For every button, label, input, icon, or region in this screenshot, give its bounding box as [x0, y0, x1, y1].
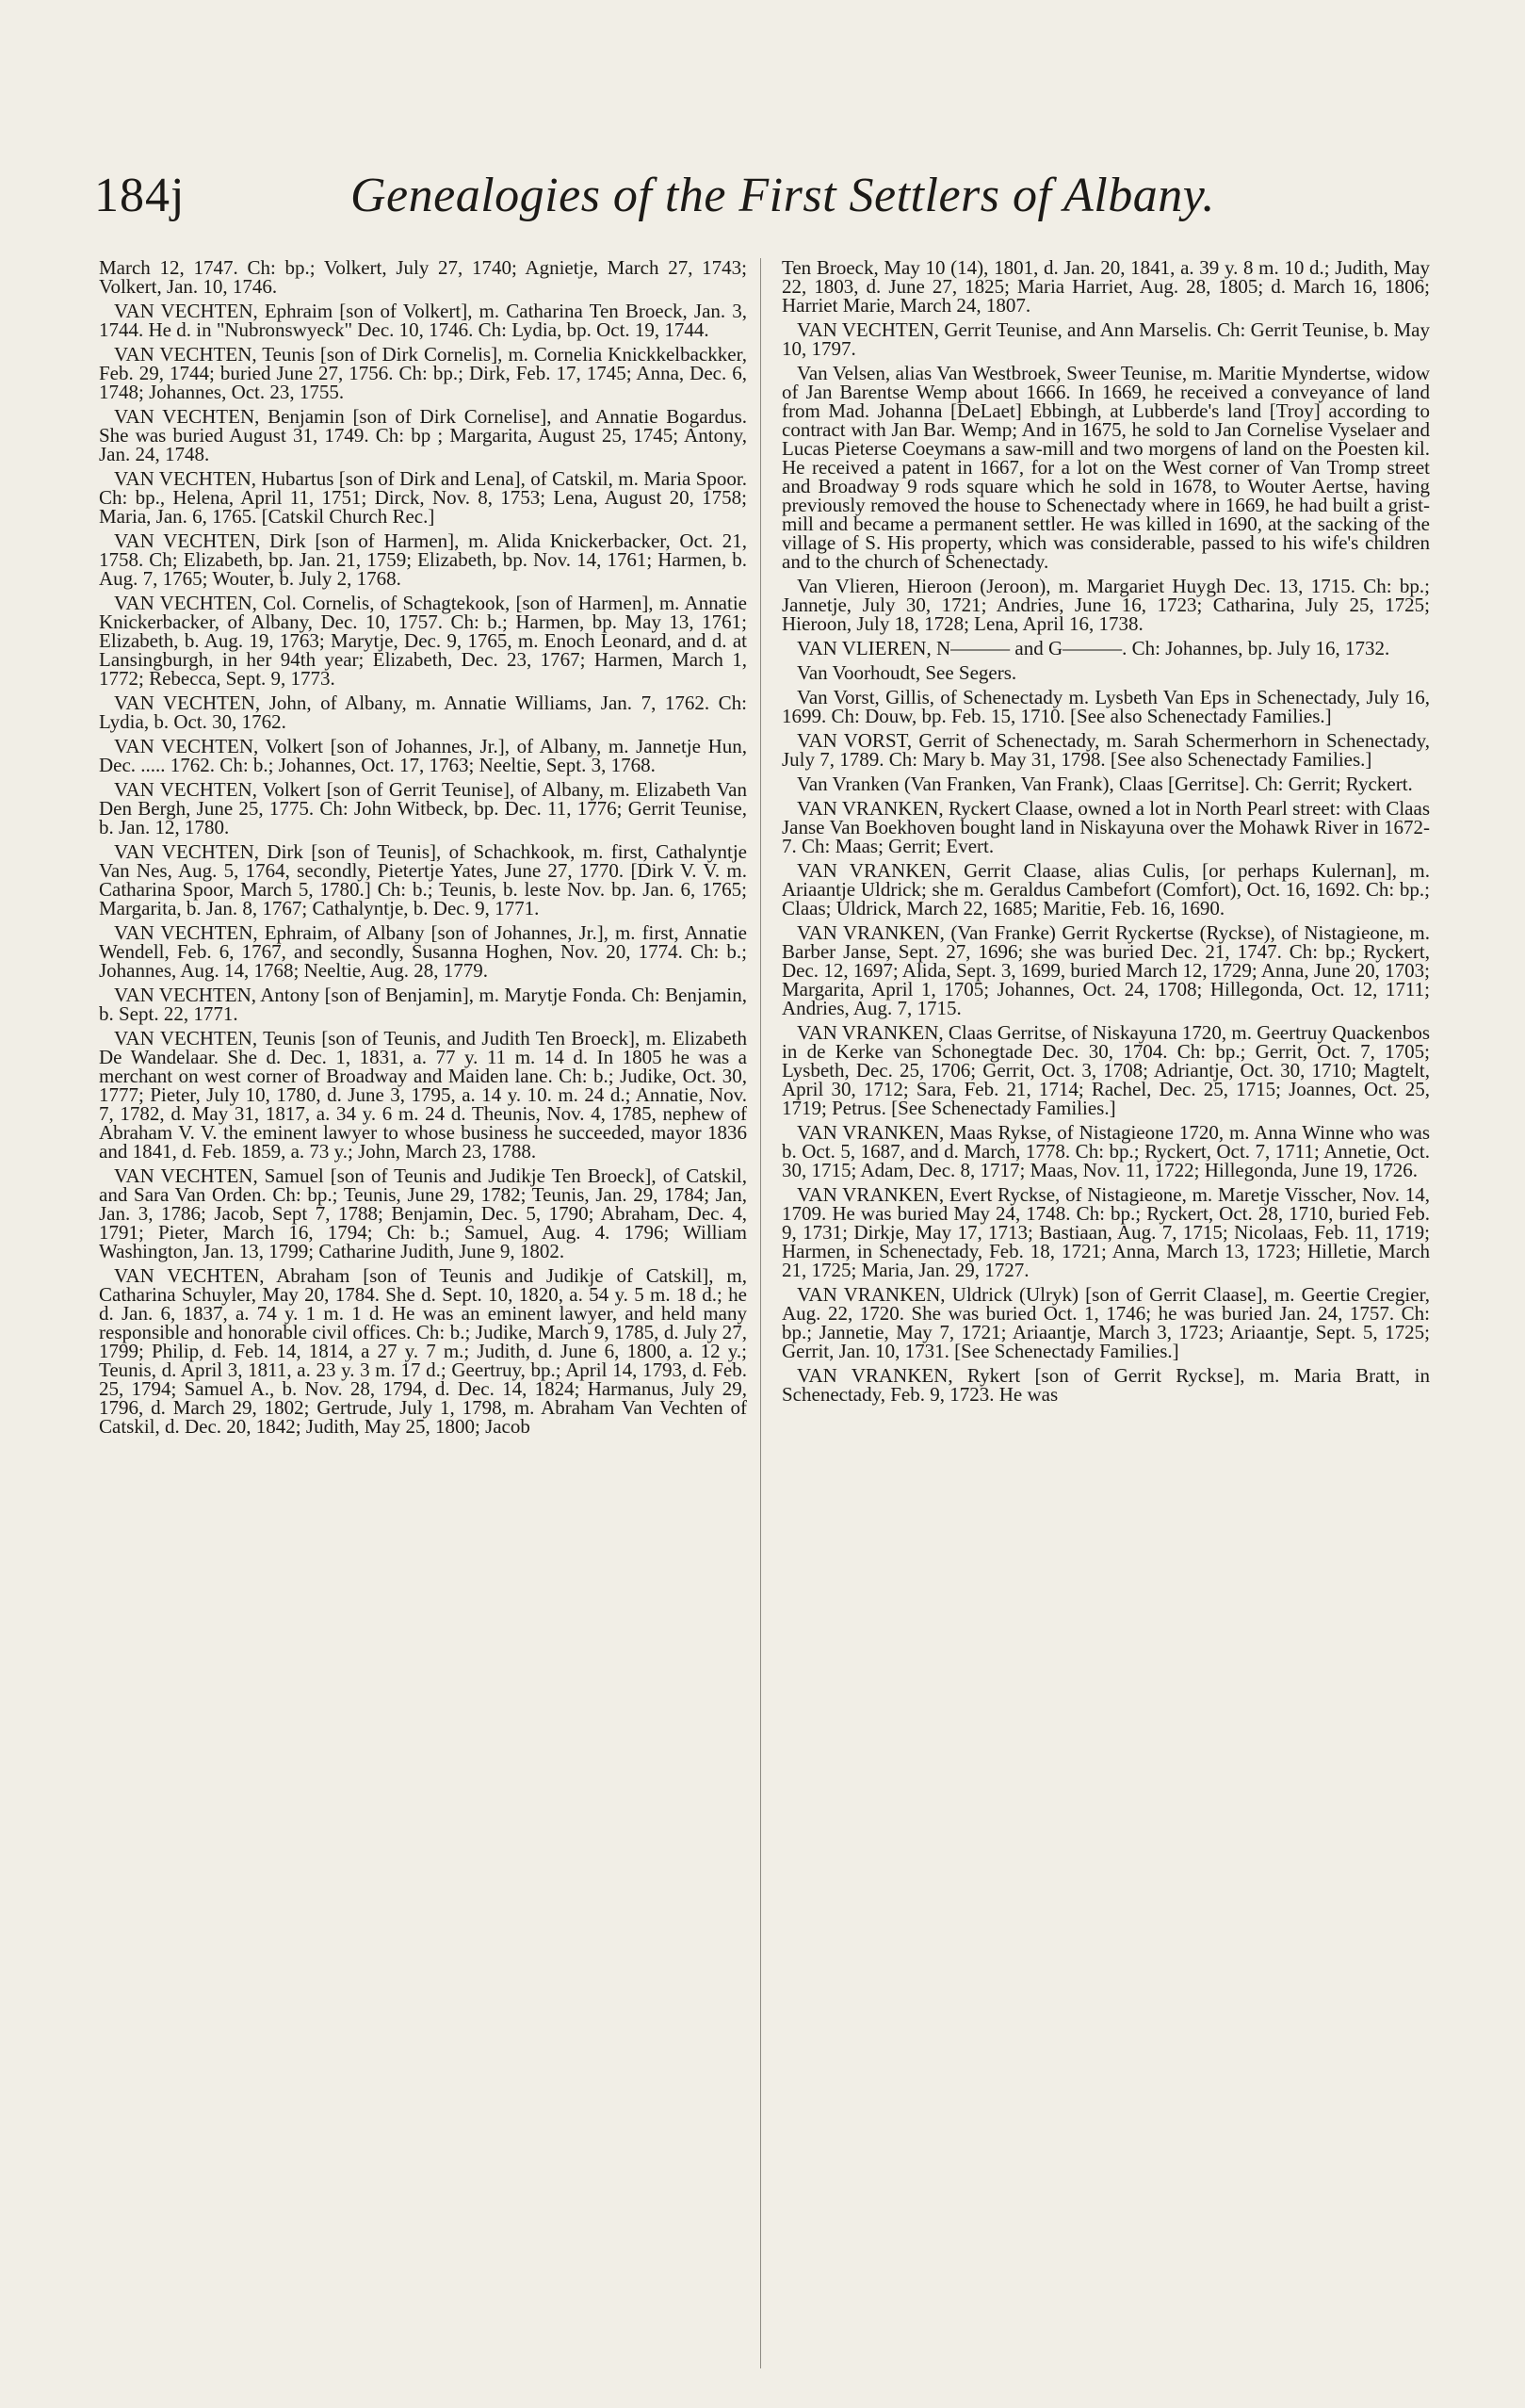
entry: Van Velsen, alias Van Westbroek, Sweer Teunise, m. Maritie Myndertse, widow of Jan Barentse Wemp about 1666. In 1669, he received a conveyance of land from Mad. Johanna [DeLaet] Ebbingh, at Lubberde's land [Troy] according to contract with Jan Bar. Wemp; And in 1675, he sold to Jan Cornelise Vyselaer and Lucas Pieterse Coeymans a saw-mill and two morgens of land on the Poesten kil. He received a patent in 1667, for a lot on the West corner of Van Tromp street and Broadway 9 rods square which he sold in 1678, to Wouter Aertse, having previously removed the house to Schenectady where in 1669, he had built a grist-mill and became a permanent settler. He was killed in 1690, at the sacking of the village of S. His property, which was considerable, passed to his wife's children and to the church of Schenectady. [782, 362, 1430, 573]
entry: Van Vranken (Van Franken, Van Frank), Claas [Gerritse]. Ch: Gerrit; Ryckert. [797, 773, 1413, 795]
entry: VAN VECHTEN, Dirk [son of Teunis], of Schachkook, m. first, Cathalyntje Van Nes, Aug. 5, 1764, secondly, Pietertje Yates, June 27, 1770. [Dirk V. V. m. Catharina Spoor, March 5, 1780.] Ch: b.; Teunis, b. leste Nov. bp. Jan. 6, 1765; Margarita, b. Jan. 8, 1767; Cathalyntje, b. Dec. 9, 1771. [99, 840, 747, 919]
entry: VAN VECHTEN, Ephraim, of Albany [son of Johannes, Jr.], m. first, Annatie Wendell, Feb. 6, 1767, and secondly, Susanna Hoghen, Nov. 20, 1774. Ch: b.; Johannes, Aug. 14, 1768; Neeltie, Aug. 28, 1779. [99, 921, 747, 982]
entry: VAN VECHTEN, Samuel [son of Teunis and Judikje Ten Broeck], of Catskil, and Sara Van Orden. Ch: bp.; Teunis, June 29, 1782; Teunis, Jan. 29, 1784; Jan, Jan. 3, 1786; Jacob, Sept 7, 1788; Benjamin, Dec. 5, 1790; Abraham, Dec. 4, 1791; Pieter, March 16, 1794; Ch: b.; Samuel, Aug. 4. 1796; William Washington, Jan. 13, 1799; Catharine Judith, June 9, 1802. [99, 1164, 747, 1262]
entry: VAN VRANKEN, (Van Franke) Gerrit Ryckertse (Ryckse), of Nistagieone, m. Barber Janse, Sept. 27, 1696; she was buried Dec. 21, 1747. Ch: bp.; Ryckert, Dec. 12, 1697; Alida, Sept. 3, 1699, buried March 12, 1729; Anna, June 20, 1703; Margarita, April 1, 1705; Johannes, Oct. 24, 1708; Hillegonda, Oct. 12, 1711; Andries, Aug. 7, 1715. [782, 921, 1430, 1019]
entry: Ten Broeck, May 10 (14), 1801, d. Jan. 20, 1841, a. 39 y. 8 m. 10 d.; Judith, May 22, 1803, d. June 27, 1825; Maria Harriet, Aug. 28, 1805; d. March 16, 1806; Harriet Marie, March 24, 1807. [782, 256, 1430, 317]
entry: VAN VLIEREN, N——— and G———. Ch: Johannes, bp. July 16, 1732. [797, 637, 1390, 659]
entry: Van Voorhoudt, See Segers. [797, 661, 1017, 684]
entry: VAN VECHTEN, Gerrit Teunise, and Ann Marselis. Ch: Gerrit Teunise, b. May 10, 1797. [782, 318, 1430, 360]
left-column [99, 258, 747, 1441]
entry: VAN VECHTEN, Ephraim [son of Volkert], m. Catharina Ten Broeck, Jan. 3, 1744. He d. in "Nubronswyeck" Dec. 10, 1746. Ch: Lydia, bp. Oct. 19, 1744. [99, 300, 747, 341]
entry: March 12, 1747. Ch: bp.; Volkert, July 27, 1740; Agnietje, March 27, 1743; Volkert, Jan. 10, 1746. [99, 256, 747, 298]
entry: VAN VRANKEN, Rykert [son of Gerrit Ryckse], m. Maria Bratt, in Schenectady, Feb. 9, 1723. He was [782, 1364, 1430, 1406]
entry: VAN VECHTEN, Col. Cornelis, of Schagtekook, [son of Harmen], m. Annatie Knickerbacker, of Albany, Dec. 10, 1757. Ch: b.; Harmen, bp. May 13, 1761; Elizabeth, b. Aug. 19, 1763; Marytje, Dec. 9, 1765, m. Enoch Leonard, and d. at Lansingburgh, in her 94th year; Elizabeth, Dec. 23, 1767; Harmen, March 1, 1772; Rebecca, Sept. 9, 1773. [99, 592, 747, 690]
entry: VAN VORST, Gerrit of Schenectady, m. Sarah Schermerhorn in Schenectady, July 7, 1789. Ch: Mary b. May 31, 1798. [See also Schenectady Families.] [782, 729, 1430, 771]
running-title: Genealogies of the First Settlers of Albany. [350, 169, 1215, 222]
entry: VAN VECHTEN, Benjamin [son of Dirk Cornelise], and Annatie Bogardus. She was buried August 31, 1749. Ch: bp ; Margarita, August 25, 1745; Antony, Jan. 24, 1748. [99, 405, 747, 465]
entry: VAN VECHTEN, Hubartus [son of Dirk and Lena], of Catskil, m. Maria Spoor. Ch: bp., Helena, April 11, 1751; Dirck, Nov. 8, 1753; Lena, August 20, 1758; Maria, Jan. 6, 1765. [Catskil Church Rec.] [99, 467, 747, 528]
entry: VAN VECHTEN, Volkert [son of Gerrit Teunise], of Albany, m. Elizabeth Van Den Bergh, June 25, 1775. Ch: John Witbeck, bp. Dec. 11, 1776; Gerrit Teunise, b. Jan. 12, 1780. [99, 778, 747, 838]
entry: VAN VRANKEN, Evert Ryckse, of Nistagieone, m. Maretje Visscher, Nov. 14, 1709. He was buried May 24, 1748. Ch: bp.; Ryckert, Oct. 28, 1710, buried Feb. 9, 1731; Dirkje, May 17, 1713; Bastiaan, Aug. 7, 1715; Nicolaas, Feb. 11, 1719; Harmen, in Schenectady, Feb. 18, 1721; Anna, March 13, 1723; Hilletie, March 21, 1725; Maria, Jan. 29, 1727. [782, 1183, 1430, 1281]
entry: VAN VECHTEN, Teunis [son of Teunis, and Judith Ten Broeck], m. Elizabeth De Wandelaar. She d. Dec. 1, 1831, a. 77 y. 11 m. 14 d. In 1805 he was a merchant on west corner of Broadway and Maiden lane. Ch: b.; Judike, Oct. 30, 1777; Pieter, July 10, 1780, d. June 3, 1795, a. 14 y. 10. m. 24 d.; Annatie, Nov. 7, 1782, d. May 31, 1817, a. 34 y. 6 m. 24 d. Theunis, Nov. 4, 1785, nephew of Abraham V. V. the eminent lawyer to whose business he succeeded, mayor 1836 and 1841, d. Feb. 1859, a. 73 y.; John, March 23, 1788. [99, 1027, 747, 1163]
entry: VAN VECHTEN, John, of Albany, m. Annatie Williams, Jan. 7, 1762. Ch: Lydia, b. Oct. 30, 1762. [99, 691, 747, 733]
entry: VAN VECHTEN, Volkert [son of Johannes, Jr.], of Albany, m. Jannetje Hun, Dec. ..... 1762. Ch: b.; Johannes, Oct. 17, 1763; Neeltie, Sept. 3, 1768. [99, 735, 747, 776]
column-divider [760, 258, 761, 2368]
entry: VAN VRANKEN, Maas Rykse, of Nistagieone 1720, m. Anna Winne who was b. Oct. 5, 1687, and d. March, 1778. Ch: bp.; Ryckert, Oct. 7, 1711; Annetie, Oct. 30, 1715; Adam, Dec. 8, 1717; Maas, Nov. 11, 1722; Hillegonda, June 19, 1726. [782, 1121, 1430, 1181]
entry: VAN VECHTEN, Dirk [son of Harmen], m. Alida Knickerbacker, Oct. 21, 1758. Ch; Elizabeth, bp. Jan. 21, 1759; Elizabeth, bp. Nov. 14, 1761; Harmen, b. Aug. 7, 1765; Wouter, b. July 2, 1768. [99, 529, 747, 590]
entry: VAN VRANKEN, Uldrick (Ulryk) [son of Gerrit Claase], m. Geertie Cregier, Aug. 22, 1720. She was buried Oct. 1, 1746; he was buried Jan. 24, 1757. Ch: bp.; Jannetie, May 7, 1721; Ariaantje, March 3, 1723; Ariaantje, Sept. 5, 1725; Gerrit, Jan. 10, 1731. [See Schenectady Families.] [782, 1283, 1430, 1362]
right-column [782, 258, 1430, 1409]
entry: VAN VRANKEN, Gerrit Claase, alias Culis, [or perhaps Kulernan], m. Ariaantje Uldrick; she m. Geraldus Cambefort (Comfort), Oct. 16, 1692. Ch: bp.; Claas; Uldrick, March 22, 1685; Maritie, Feb. 16, 1690. [782, 859, 1430, 919]
page-header [94, 168, 1432, 234]
entry: VAN VRANKEN, Ryckert Claase, owned a lot in North Pearl street: with Claas Janse Van Boekhoven bought land in Niskayuna over the Mohawk River in 1672-7. Ch: Maas; Gerrit; Evert. [782, 797, 1430, 857]
entry: VAN VECHTEN, Teunis [son of Dirk Cornelis], m. Cornelia Knickkelbackker, Feb. 29, 1744; buried June 27, 1756. Ch: bp.; Dirk, Feb. 17, 1745; Anna, Dec. 6, 1748; Johannes, Oct. 23, 1755. [99, 343, 747, 403]
entry: Van Vlieren, Hieroon (Jeroon), m. Margariet Huygh Dec. 13, 1715. Ch: bp.; Jannetje, July 30, 1721; Andries, June 16, 1723; Catharina, July 25, 1725; Hieroon, July 18, 1728; Lena, April 16, 1738. [782, 575, 1430, 635]
page-number: 184j [94, 169, 186, 222]
entry: Van Vorst, Gillis, of Schenectady m. Lysbeth Van Eps in Schenectady, July 16, 1699. Ch: Douw, bp. Feb. 15, 1710. [See also Schenectady Families.] [782, 686, 1430, 727]
entry: VAN VECHTEN, Abraham [son of Teunis and Judikje of Catskil], m, Catharina Schuyler, May 20, 1784. She d. Sept. 10, 1820, a. 54 y. 5 m. 18 d.; he d. Jan. 6, 1837, a. 74 y. 1 m. 1 d. He was an eminent lawyer, and held many responsible and honorable civil offices. Ch: b.; Judike, March 9, 1785, d. July 27, 1799; Philip, d. Feb. 14, 1814, a 27 y. 7 m.; Judith, d. June 6, 1800, a. 12 y.; Teunis, d. April 3, 1811, a. 23 y. 3 m. 17 d.; Geertruy, bp.; April 14, 1793, d. Feb. 25, 1794; Samuel A., b. Nov. 28, 1794, d. Dec. 14, 1824; Harmanus, July 29, 1796, d. March 29, 1802; Gertrude, July 1, 1798, m. Abraham Van Vechten of Catskil, d. Dec. 20, 1842; Judith, May 25, 1800; Jacob [99, 1264, 747, 1438]
entry: VAN VRANKEN, Claas Gerritse, of Niskayuna 1720, m. Geertruy Quackenbos in de Kerke van Schonegtade Dec. 30, 1704. Ch: bp.; Gerrit, Oct. 7, 1705; Lysbeth, Dec. 25, 1706; Gerrit, Oct. 3, 1708; Adriantje, Oct. 30, 1710; Magtelt, April 30, 1712; Sara, Feb. 21, 1714; Rachel, Dec. 25, 1715; Joannes, Oct. 25, 1719; Petrus. [See Schenectady Families.] [782, 1021, 1430, 1119]
entry: VAN VECHTEN, Antony [son of Benjamin], m. Marytje Fonda. Ch: Benjamin, b. Sept. 22, 1771. [99, 984, 747, 1025]
